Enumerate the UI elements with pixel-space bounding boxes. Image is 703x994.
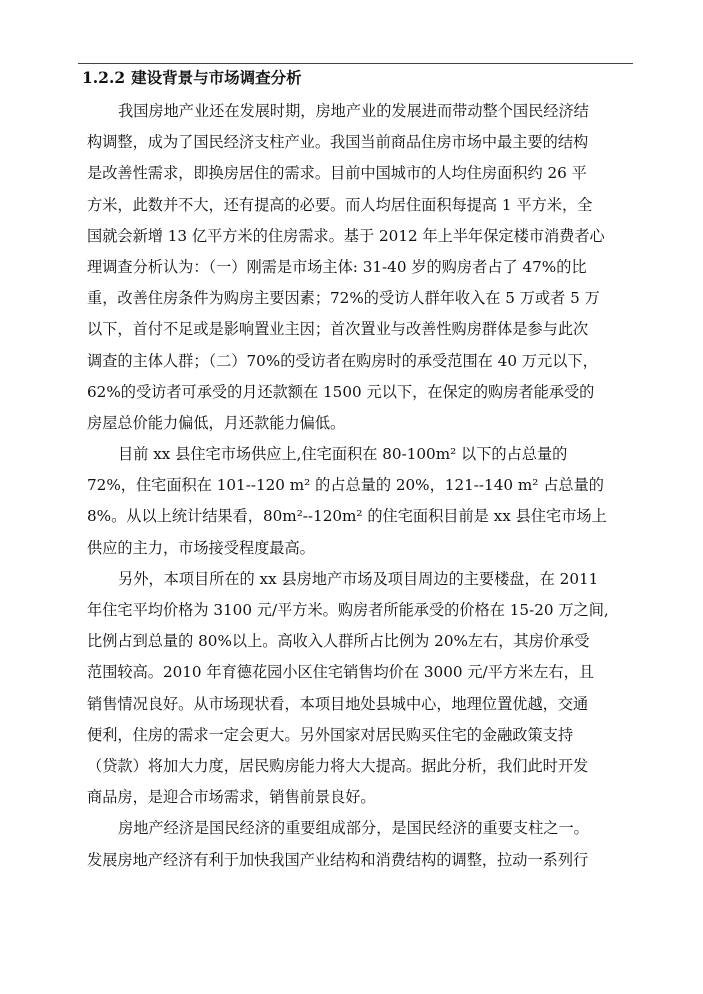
paragraph-1-line-10: 62%的受访者可承受的月还款额在 1500 元以下，在保定的购房者能承受的 <box>87 382 595 401</box>
paragraph-1-line-3: 是改善性需求，即换房居住的需求。目前中国城市的人均住房面积约 26 平 <box>87 164 587 183</box>
paragraph-1-line-9: 调查的主体人群；（二）70%的受访者在购房时的承受范围在 40 万元以下， <box>87 351 598 370</box>
paragraph-3-line-8: 商品房，是迎合市场需求，销售前景良好。 <box>87 788 376 807</box>
paragraph-3-line-6: 便利，住房的需求一定会更大。另外国家对居民购买住宅的金融政策支持 <box>87 725 573 744</box>
paragraph-1-line-7: 重，改善住房条件为购房主要因素；72%的受访人群年收入在 5 万或者 5 万 <box>87 289 600 308</box>
paragraph-2-line-1: 目前 xx 县住宅市场供应上,住宅面积在 80-100m² 以下的占总量的 <box>118 445 568 464</box>
paragraph-3-line-3: 比例占到总量的 80%以上。高收入人群所占比例为 20%左右，其房价承受 <box>87 632 590 651</box>
section-title: 建设背景与市场调查分析 <box>131 68 302 87</box>
paragraph-1-line-6: 理调查分析认为：（一）刚需是市场主体: 31-40 岁的购房者占了 47%的比 <box>87 257 587 276</box>
header-rule <box>78 63 633 64</box>
body-text <box>87 96 631 876</box>
paragraph-1-line-11: 房屋总价能力偏低，月还款能力偏低。 <box>87 413 346 432</box>
paragraph-1-line-5: 国就会新增 13 亿平方米的住房需求。基于 2012 年上半年保定楼市消费者心 <box>87 226 605 245</box>
paragraph-3-line-5: 销售情况良好。从市场现状看，本项目地处县城中心，地理位置优越，交通 <box>87 694 589 713</box>
section-number: 1.2.2 <box>82 68 126 87</box>
paragraph-4-line-2: 发展房地产经济有利于加快我国产业结构和消费结构的调整，拉动一系列行 <box>87 850 589 869</box>
section-heading <box>82 68 602 88</box>
paragraph-3-line-7: （贷款）将加大力度，居民购房能力将大大提高。据此分析，我们此时开发 <box>87 756 589 775</box>
paragraph-1-line-2: 构调整，成为了国民经济支柱产业。我国当前商品住房市场中最主要的结构 <box>87 133 589 152</box>
paragraph-3-line-1: 另外，本项目所在的 xx 县房地产市场及项目周边的主要楼盘，在 2011 <box>118 569 599 588</box>
paragraph-3-line-4: 范围较高。2010 年育德花园小区住宅销售均价在 3000 元/平方米左右，且 <box>87 663 594 682</box>
paragraph-2-line-2: 72%，住宅面积在 101--120 m² 的占总量的 20%，121--140 m² 占总量的 <box>87 476 604 495</box>
paragraph-2-line-4: 供应的主力，市场接受程度最高。 <box>87 538 315 557</box>
paragraph-2-line-3: 8%。从以上统计结果看，80m²--120m² 的住宅面积目前是 xx 县住宅市场上 <box>87 507 607 526</box>
paragraph-4-line-1: 房地产经济是国民经济的重要组成部分，是国民经济的重要支柱之一。 <box>118 819 589 838</box>
paragraph-1-line-4: 方米，此数并不大，还有提高的必要。而人均居住面积每提高 1 平方米，全 <box>87 195 593 214</box>
paragraph-3-line-2: 年住宅平均价格为 3100 元/平方米。购房者所能承受的价格在 15-20 万之间, <box>87 601 609 619</box>
paragraph-1-line-8: 以下，首付不足或是影响置业主因；首次置业与改善性购房群体是参与此次 <box>87 320 589 339</box>
paragraph-1-line-1: 我国房地产业还在发展时期，房地产业的发展进而带动整个国民经济结 <box>118 102 589 120</box>
